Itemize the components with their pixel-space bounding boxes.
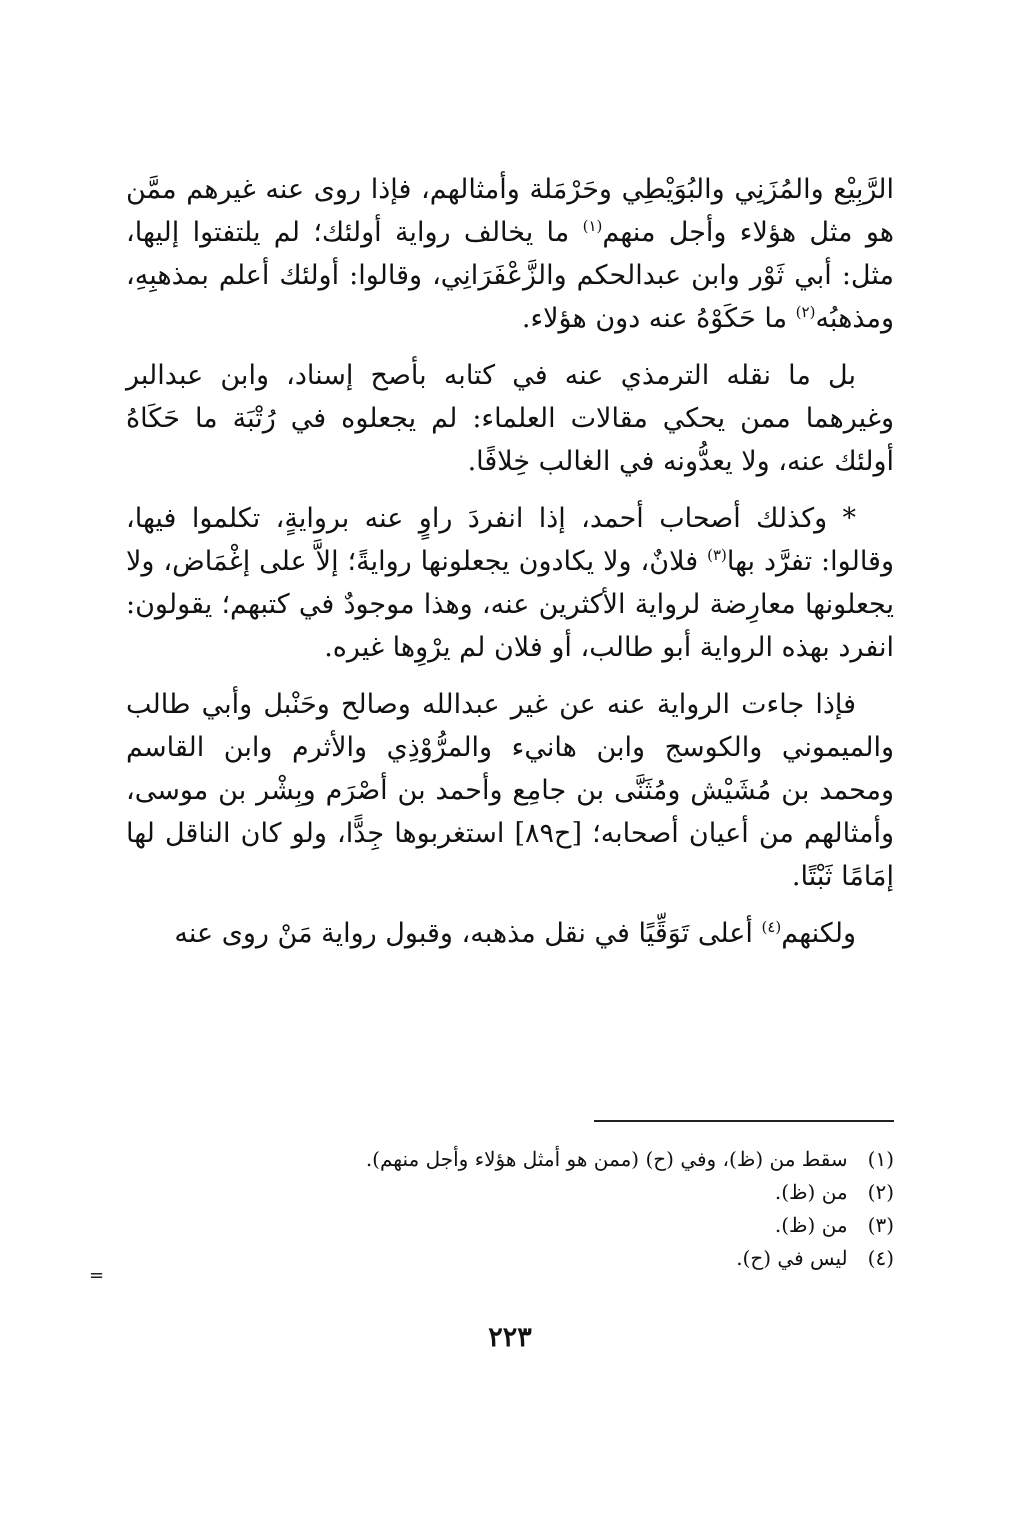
paragraph-3-text-a: * وكذلك أصحاب أحمد، إذا انفردَ راوٍ عنه بروايةٍ، تكلموا فيها، وقالوا: تفرَّد بها bbox=[126, 503, 895, 577]
footnote-2-text: من (ظ). bbox=[774, 1180, 848, 1204]
paragraph-4 bbox=[126, 683, 894, 898]
paragraph-3 bbox=[126, 497, 894, 669]
footnote-1 bbox=[126, 1143, 894, 1176]
paragraph-5-text-b: أعلى تَوَقِّيًا في نقل مذهبه، وقبول رواية مَنْ روى عنه bbox=[174, 918, 762, 949]
paragraph-1-text-b: ما يخالف رواية أولئك؛ لم يلتفتوا إليها، مثل: أبي ثَوْر وابن عبدالحكم والزَّعْفَرَانِي، وقالوا: أولئك أعلم بمذهبِهِ، ومذهبُه bbox=[126, 217, 894, 334]
continuation-mark: = bbox=[89, 1265, 105, 1286]
footnote-4-number: (٤) bbox=[867, 1246, 894, 1270]
paragraph-2 bbox=[126, 354, 894, 483]
footnote-ref-2[interactable]: (٢) bbox=[795, 303, 816, 321]
footnote-3-text: من (ظ). bbox=[774, 1213, 848, 1237]
footnote-2-number: (٢) bbox=[867, 1180, 894, 1204]
footnote-separator bbox=[594, 1120, 894, 1122]
footnote-4-text: ليس في (ح). bbox=[736, 1246, 848, 1270]
footnote-1-number: (١) bbox=[867, 1147, 894, 1171]
footnote-1-text: سقط من (ظ)، وفي (ح) (ممن هو أمثل هؤلاء وأجل منهم). bbox=[365, 1147, 848, 1171]
footnote-ref-1[interactable]: (١) bbox=[582, 217, 603, 235]
footnote-ref-3[interactable]: (٣) bbox=[707, 546, 727, 564]
paragraph-5 bbox=[126, 912, 894, 955]
main-text bbox=[126, 168, 894, 955]
footnote-4 bbox=[126, 1242, 894, 1275]
paragraph-4-text: فإذا جاءت الرواية عنه عن غير عبدالله وصالح وحَنْبل وأبي طالب والميموني والكوسج وابن هانيء والمرُّوْذِي والأثرم وابن القاسم ومحمد بن مُشَيْش ومُثَنَّى بن جامِع وأحمد بن أصْرَم وبِشْر بن موسى، وأمثالهم من أعيان أصحابه؛ [ح٨٩] استغربوها جِدًّا، ولو كان الناقل لها إمَامًا ثَبْتًا. bbox=[126, 689, 894, 892]
footnotes bbox=[126, 1143, 894, 1275]
paragraph-2-text: بل ما نقله الترمذي عنه في كتابه بأصح إسناد، وابن عبدالبر وغيرهما ممن يحكي مقالات العلماء: لم يجعلوه في رُتْبَة ما حَكَاهُ أولئك عنه، ولا يعدُّونه في الغالب خِلافًا. bbox=[126, 360, 894, 477]
paragraph-1-text-a: الرَّبِيْع والمُزَنِي والبُوَيْطِي وحَرْمَلة وأمثالهم، فإذا روى عنه غيرهم ممَّن هو مثل هؤلاء وأجل منهم bbox=[126, 174, 895, 248]
page-number: ٢٢٣ bbox=[488, 1322, 532, 1353]
paragraph-3-text-b: فلانٌ، ولا يكادون يجعلونها روايةً؛ إلاَّ على إغْمَاض، ولا يجعلونها معارِضة لرواية الأكثرين عنه، وهذا موجودٌ في كتبهم؛ يقولون: انفرد بهذه الرواية أبو طالب، أو فلان لم يرْوِها غيره. bbox=[126, 546, 894, 663]
paragraph-1 bbox=[126, 168, 894, 340]
paragraph-5-text-a: ولكنهم bbox=[781, 918, 856, 949]
footnote-3 bbox=[126, 1209, 894, 1242]
footnote-3-number: (٣) bbox=[867, 1213, 894, 1237]
footnote-ref-4[interactable]: (٤) bbox=[761, 918, 782, 936]
paragraph-1-text-c: ما حَكَوْهُ عنه دون هؤلاء. bbox=[521, 303, 796, 334]
footnote-2 bbox=[126, 1176, 894, 1209]
